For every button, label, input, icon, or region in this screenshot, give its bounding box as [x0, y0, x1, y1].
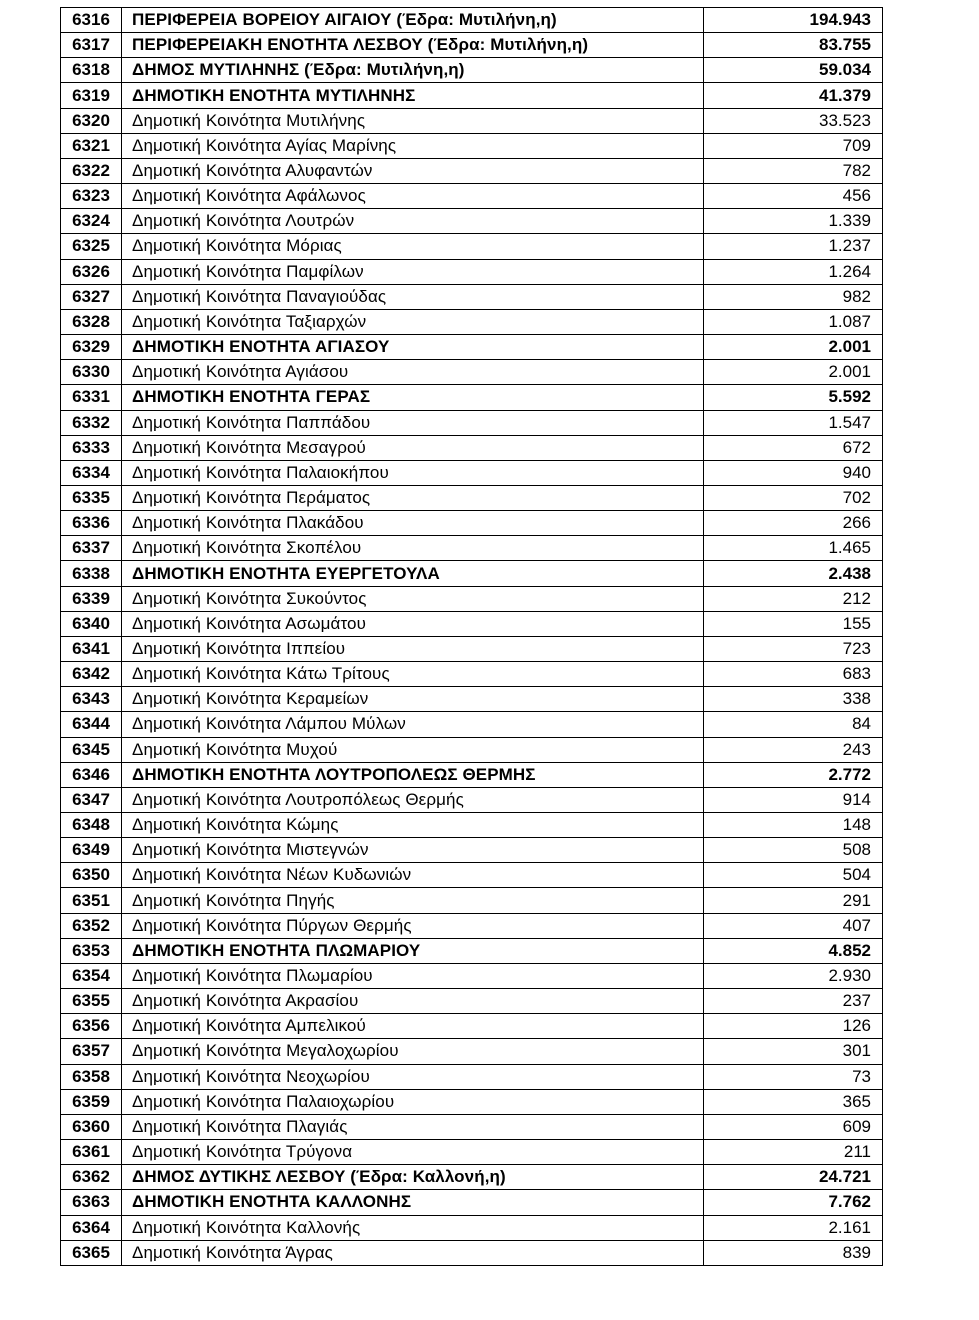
row-population-cell: 243: [704, 737, 883, 762]
row-name-cell: Δημοτική Κοινότητα Αγιάσου: [122, 360, 704, 385]
row-population-cell: 1.465: [704, 536, 883, 561]
row-name-cell: ΔΗΜΟΣ ΔΥΤΙΚΗΣ ΛΕΣΒΟΥ (Έδρα: Καλλονή,η): [122, 1165, 704, 1190]
row-code-cell: 6350: [61, 863, 122, 888]
row-name-cell: Δημοτική Κοινότητα Πηγής: [122, 888, 704, 913]
table-row: [61, 485, 883, 510]
row-name-cell: Δημοτική Κοινότητα Νεοχωρίου: [122, 1064, 704, 1089]
row-name-cell: Δημοτική Κοινότητα Σκοπέλου: [122, 536, 704, 561]
row-name-cell: Δημοτική Κοινότητα Ιππείου: [122, 636, 704, 661]
row-name-cell: Δημοτική Κοινότητα Καλλονής: [122, 1215, 704, 1240]
table-row: [61, 913, 883, 938]
table-row: [61, 989, 883, 1014]
table-row: [61, 335, 883, 360]
row-population-cell: 126: [704, 1014, 883, 1039]
row-name-cell: Δημοτική Κοινότητα Κάτω Τρίτους: [122, 662, 704, 687]
row-population-cell: 194.943: [704, 8, 883, 33]
table-row: [61, 435, 883, 460]
row-population-cell: 508: [704, 838, 883, 863]
row-code-cell: 6334: [61, 460, 122, 485]
row-code-cell: 6341: [61, 636, 122, 661]
row-name-cell: Δημοτική Κοινότητα Ταξιαρχών: [122, 309, 704, 334]
row-name-cell: Δημοτική Κοινότητα Αφάλωνος: [122, 184, 704, 209]
table-row: [61, 385, 883, 410]
row-population-cell: 155: [704, 611, 883, 636]
row-population-cell: 291: [704, 888, 883, 913]
table-row: [61, 1089, 883, 1114]
row-code-cell: 6320: [61, 108, 122, 133]
row-name-cell: ΔΗΜΟΤΙΚΗ ΕΝΟΤΗΤΑ ΓΕΡΑΣ: [122, 385, 704, 410]
row-population-cell: 83.755: [704, 33, 883, 58]
row-name-cell: Δημοτική Κοινότητα Παλαιοκήπου: [122, 460, 704, 485]
row-name-cell: Δημοτική Κοινότητα Κεραμείων: [122, 687, 704, 712]
row-code-cell: 6355: [61, 989, 122, 1014]
row-name-cell: ΔΗΜΟΤΙΚΗ ΕΝΟΤΗΤΑ ΚΑΛΛΟΝΗΣ: [122, 1190, 704, 1215]
table-row: [61, 83, 883, 108]
row-code-cell: 6333: [61, 435, 122, 460]
row-name-cell: Δημοτική Κοινότητα Νέων Κυδωνιών: [122, 863, 704, 888]
row-code-cell: 6353: [61, 938, 122, 963]
row-code-cell: 6321: [61, 133, 122, 158]
row-name-cell: Δημοτική Κοινότητα Περάματος: [122, 485, 704, 510]
row-name-cell: Δημοτική Κοινότητα Πύργων Θερμής: [122, 913, 704, 938]
row-population-cell: 73: [704, 1064, 883, 1089]
table-row: [61, 1240, 883, 1265]
row-code-cell: 6318: [61, 58, 122, 83]
table-row: [61, 1165, 883, 1190]
row-name-cell: Δημοτική Κοινότητα Συκούντος: [122, 586, 704, 611]
row-name-cell: ΔΗΜΟΤΙΚΗ ΕΝΟΤΗΤΑ ΕΥΕΡΓΕΤΟΥΛΑ: [122, 561, 704, 586]
row-population-cell: 407: [704, 913, 883, 938]
row-code-cell: 6352: [61, 913, 122, 938]
row-name-cell: Δημοτική Κοινότητα Λάμπου Μύλων: [122, 712, 704, 737]
row-code-cell: 6322: [61, 158, 122, 183]
row-population-cell: 41.379: [704, 83, 883, 108]
row-name-cell: Δημοτική Κοινότητα Λουτρών: [122, 209, 704, 234]
table-row: [61, 1064, 883, 1089]
table-row: [61, 737, 883, 762]
row-name-cell: ΠΕΡΙΦΕΡΕΙΑΚΗ ΕΝΟΤΗΤΑ ΛΕΣΒΟΥ (Έδρα: Μυτιλήνη,η): [122, 33, 704, 58]
row-code-cell: 6324: [61, 209, 122, 234]
table-row: [61, 813, 883, 838]
row-code-cell: 6346: [61, 762, 122, 787]
row-population-cell: 672: [704, 435, 883, 460]
row-code-cell: 6330: [61, 360, 122, 385]
row-code-cell: 6337: [61, 536, 122, 561]
table-row: [61, 1190, 883, 1215]
table-row: [61, 938, 883, 963]
row-code-cell: 6325: [61, 234, 122, 259]
row-name-cell: Δημοτική Κοινότητα Παλαιοχωρίου: [122, 1089, 704, 1114]
row-population-cell: 723: [704, 636, 883, 661]
population-table: [60, 7, 883, 1266]
table-row: [61, 1215, 883, 1240]
table-row: [61, 133, 883, 158]
table-row: [61, 184, 883, 209]
row-code-cell: 6345: [61, 737, 122, 762]
row-name-cell: Δημοτική Κοινότητα Μεσαγρού: [122, 435, 704, 460]
row-population-cell: 148: [704, 813, 883, 838]
row-population-cell: 2.772: [704, 762, 883, 787]
table-row: [61, 687, 883, 712]
table-row: [61, 511, 883, 536]
row-name-cell: ΔΗΜΟΤΙΚΗ ΕΝΟΤΗΤΑ ΠΛΩΜΑΡΙΟΥ: [122, 938, 704, 963]
row-name-cell: ΔΗΜΟΤΙΚΗ ΕΝΟΤΗΤΑ ΑΓΙΑΣΟΥ: [122, 335, 704, 360]
row-code-cell: 6348: [61, 813, 122, 838]
row-population-cell: 84: [704, 712, 883, 737]
row-code-cell: 6335: [61, 485, 122, 510]
row-code-cell: 6336: [61, 511, 122, 536]
table-row: [61, 662, 883, 687]
table-row: [61, 460, 883, 485]
row-code-cell: 6329: [61, 335, 122, 360]
table-row: [61, 33, 883, 58]
row-population-cell: 1.547: [704, 410, 883, 435]
table-row: [61, 209, 883, 234]
row-name-cell: Δημοτική Κοινότητα Μόριας: [122, 234, 704, 259]
table-row: [61, 536, 883, 561]
table-row: [61, 787, 883, 812]
table-row: [61, 762, 883, 787]
row-population-cell: 2.001: [704, 335, 883, 360]
row-population-cell: 782: [704, 158, 883, 183]
row-code-cell: 6340: [61, 611, 122, 636]
row-name-cell: Δημοτική Κοινότητα Πλακάδου: [122, 511, 704, 536]
row-name-cell: Δημοτική Κοινότητα Αλυφαντών: [122, 158, 704, 183]
row-population-cell: 266: [704, 511, 883, 536]
row-population-cell: 456: [704, 184, 883, 209]
row-name-cell: ΔΗΜΟΤΙΚΗ ΕΝΟΤΗΤΑ ΜΥΤΙΛΗΝΗΣ: [122, 83, 704, 108]
table-row: [61, 8, 883, 33]
row-code-cell: 6327: [61, 284, 122, 309]
row-code-cell: 6332: [61, 410, 122, 435]
row-code-cell: 6356: [61, 1014, 122, 1039]
row-code-cell: 6361: [61, 1140, 122, 1165]
row-name-cell: ΔΗΜΟΤΙΚΗ ΕΝΟΤΗΤΑ ΛΟΥΤΡΟΠΟΛΕΩΣ ΘΕΡΜΗΣ: [122, 762, 704, 787]
row-code-cell: 6323: [61, 184, 122, 209]
table-row: [61, 108, 883, 133]
row-population-cell: 504: [704, 863, 883, 888]
row-population-cell: 2.161: [704, 1215, 883, 1240]
row-population-cell: 365: [704, 1089, 883, 1114]
row-code-cell: 6364: [61, 1215, 122, 1240]
row-population-cell: 2.001: [704, 360, 883, 385]
row-name-cell: Δημοτική Κοινότητα Ακρασίου: [122, 989, 704, 1014]
row-code-cell: 6363: [61, 1190, 122, 1215]
row-population-cell: 709: [704, 133, 883, 158]
table-body: [61, 8, 883, 1266]
row-code-cell: 6344: [61, 712, 122, 737]
table-row: [61, 1140, 883, 1165]
row-code-cell: 6328: [61, 309, 122, 334]
row-population-cell: 1.237: [704, 234, 883, 259]
row-code-cell: 6362: [61, 1165, 122, 1190]
table-row: [61, 158, 883, 183]
table-row: [61, 611, 883, 636]
table-row: [61, 410, 883, 435]
row-code-cell: 6354: [61, 963, 122, 988]
row-population-cell: 1.087: [704, 309, 883, 334]
row-name-cell: Δημοτική Κοινότητα Ασωμάτου: [122, 611, 704, 636]
table-row: [61, 58, 883, 83]
row-name-cell: ΠΕΡΙΦΕΡΕΙΑ ΒΟΡΕΙΟΥ ΑΙΓΑΙΟΥ (Έδρα: Μυτιλήνη,η): [122, 8, 704, 33]
row-code-cell: 6360: [61, 1114, 122, 1139]
row-code-cell: 6347: [61, 787, 122, 812]
row-population-cell: 982: [704, 284, 883, 309]
row-population-cell: 702: [704, 485, 883, 510]
table-row: [61, 586, 883, 611]
row-code-cell: 6331: [61, 385, 122, 410]
row-population-cell: 211: [704, 1140, 883, 1165]
row-name-cell: Δημοτική Κοινότητα Παππάδου: [122, 410, 704, 435]
row-code-cell: 6338: [61, 561, 122, 586]
row-name-cell: Δημοτική Κοινότητα Τρύγονα: [122, 1140, 704, 1165]
row-population-cell: 33.523: [704, 108, 883, 133]
row-population-cell: 1.339: [704, 209, 883, 234]
table-row: [61, 888, 883, 913]
row-name-cell: Δημοτική Κοινότητα Αγίας Μαρίνης: [122, 133, 704, 158]
table-row: [61, 234, 883, 259]
row-name-cell: Δημοτική Κοινότητα Πλαγιάς: [122, 1114, 704, 1139]
row-population-cell: 5.592: [704, 385, 883, 410]
row-code-cell: 6319: [61, 83, 122, 108]
row-name-cell: Δημοτική Κοινότητα Παναγιούδας: [122, 284, 704, 309]
row-name-cell: Δημοτική Κοινότητα Λουτροπόλεως Θερμής: [122, 787, 704, 812]
row-name-cell: Δημοτική Κοινότητα Μιστεγνών: [122, 838, 704, 863]
row-code-cell: 6359: [61, 1089, 122, 1114]
table-row: [61, 284, 883, 309]
row-code-cell: 6342: [61, 662, 122, 687]
row-name-cell: Δημοτική Κοινότητα Μεγαλοχωρίου: [122, 1039, 704, 1064]
table-row: [61, 561, 883, 586]
row-population-cell: 609: [704, 1114, 883, 1139]
row-name-cell: Δημοτική Κοινότητα Κώμης: [122, 813, 704, 838]
row-name-cell: Δημοτική Κοινότητα Παμφίλων: [122, 259, 704, 284]
row-name-cell: Δημοτική Κοινότητα Αμπελικού: [122, 1014, 704, 1039]
row-name-cell: Δημοτική Κοινότητα Μυχού: [122, 737, 704, 762]
row-code-cell: 6349: [61, 838, 122, 863]
row-population-cell: 683: [704, 662, 883, 687]
table-row: [61, 1014, 883, 1039]
row-name-cell: ΔΗΜΟΣ ΜΥΤΙΛΗΝΗΣ (Έδρα: Μυτιλήνη,η): [122, 58, 704, 83]
row-code-cell: 6365: [61, 1240, 122, 1265]
table-row: [61, 838, 883, 863]
row-code-cell: 6339: [61, 586, 122, 611]
row-population-cell: 237: [704, 989, 883, 1014]
row-code-cell: 6317: [61, 33, 122, 58]
row-population-cell: 24.721: [704, 1165, 883, 1190]
table-row: [61, 360, 883, 385]
table-row: [61, 636, 883, 661]
row-code-cell: 6316: [61, 8, 122, 33]
row-population-cell: 839: [704, 1240, 883, 1265]
table-row: [61, 963, 883, 988]
row-code-cell: 6357: [61, 1039, 122, 1064]
row-code-cell: 6358: [61, 1064, 122, 1089]
row-population-cell: 1.264: [704, 259, 883, 284]
table-row: [61, 712, 883, 737]
row-population-cell: 301: [704, 1039, 883, 1064]
row-population-cell: 2.438: [704, 561, 883, 586]
row-population-cell: 4.852: [704, 938, 883, 963]
row-population-cell: 59.034: [704, 58, 883, 83]
row-name-cell: Δημοτική Κοινότητα Πλωμαρίου: [122, 963, 704, 988]
table-row: [61, 863, 883, 888]
table-row: [61, 259, 883, 284]
row-population-cell: 212: [704, 586, 883, 611]
table-row: [61, 1039, 883, 1064]
row-name-cell: Δημοτική Κοινότητα Μυτιλήνης: [122, 108, 704, 133]
row-code-cell: 6326: [61, 259, 122, 284]
row-code-cell: 6351: [61, 888, 122, 913]
table-row: [61, 1114, 883, 1139]
row-population-cell: 2.930: [704, 963, 883, 988]
row-population-cell: 940: [704, 460, 883, 485]
row-name-cell: Δημοτική Κοινότητα Άγρας: [122, 1240, 704, 1265]
row-population-cell: 914: [704, 787, 883, 812]
row-population-cell: 7.762: [704, 1190, 883, 1215]
table-row: [61, 309, 883, 334]
row-population-cell: 338: [704, 687, 883, 712]
row-code-cell: 6343: [61, 687, 122, 712]
